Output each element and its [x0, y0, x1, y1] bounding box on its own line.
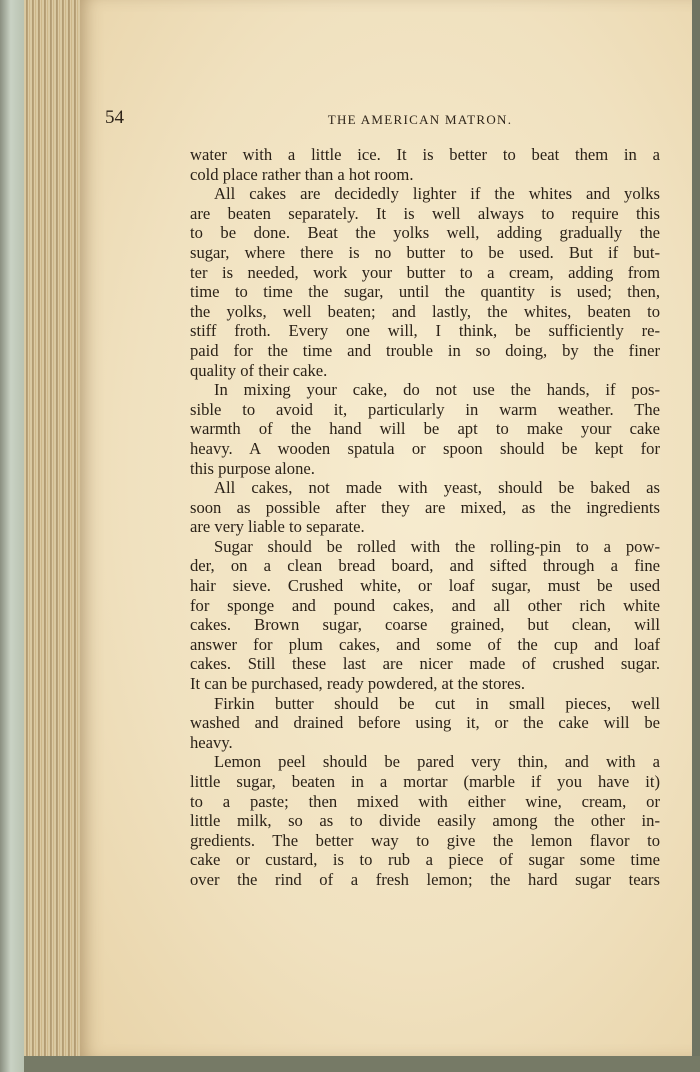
text-line: In mixing your cake, do not use the hands, if pos-: [214, 380, 660, 400]
text-line: paid for the time and trouble in so doing, by the finer: [190, 340, 660, 360]
text-line: are very liable to separate.: [190, 517, 365, 537]
text-line: over the rind of a fresh lemon; the hard sugar tears: [190, 869, 660, 889]
running-head: THE AMERICAN MATRON.: [327, 112, 513, 127]
text-line: sugar, where there is no butter to be used. But if but-: [190, 242, 660, 262]
text-line: little milk, so as to divide easily among the other in-: [190, 811, 660, 831]
text-line: the yolks, well beaten; and lastly, the whites, beaten to: [190, 301, 660, 321]
text-line: cold place rather than a hot room.: [190, 164, 414, 184]
text-line: answer for plum cakes, and some of the cup and loaf: [190, 634, 660, 654]
text-line: to be done. Beat the yolks well, adding gradually the: [190, 223, 660, 243]
text-line: little sugar, beaten in a mortar (marble if you have it): [190, 772, 660, 791]
page-number: 54: [105, 107, 124, 128]
text-line: Lemon peel should be pared very thin, and with a: [214, 752, 660, 772]
text-line: It can be purchased, ready powdered, at the stores.: [190, 674, 525, 694]
text-line: to a paste; then mixed with either wine, cream, or: [190, 791, 660, 811]
book-cover-edge: [0, 0, 24, 1072]
text-line: this purpose alone.: [190, 458, 315, 478]
text-line: stiff froth. Every one will, I think, be sufficiently re-: [190, 321, 660, 341]
text-line: quality of their cake.: [190, 360, 328, 380]
text-line: washed and drained before using it, or the cake will be: [190, 713, 660, 733]
text-line: heavy.: [190, 732, 233, 752]
text-line: time to time the sugar, until the quantity is used; then,: [190, 282, 660, 302]
text-line: All cakes, not made with yeast, should be baked as: [214, 478, 660, 498]
text-line: water with a little ice. It is better to beat them in a: [190, 145, 660, 164]
text-line: soon as possible after they are mixed, as the ingredients: [190, 497, 660, 517]
text-line: are beaten separately. It is well always to require this: [190, 203, 660, 223]
text-line: hair sieve. Crushed white, or loaf sugar, must be used: [190, 576, 660, 596]
text-line: ter is needed, work your butter to a cream, adding from: [190, 262, 660, 282]
page-header: [105, 107, 585, 131]
body-text: [190, 145, 660, 890]
text-line: cakes. Brown sugar, coarse grained, but clean, will: [190, 615, 660, 635]
text-line: cakes. Still these last are nicer made of crushed sugar.: [190, 654, 660, 674]
text-line: gredients. The better way to give the lemon flavor to: [190, 830, 660, 850]
text-line: heavy. A wooden spatula or spoon should be kept for: [190, 438, 660, 458]
text-line: All cakes are decidedly lighter if the whites and yolks: [214, 184, 660, 204]
text-line: Firkin butter should be cut in small pieces, well: [214, 693, 660, 713]
text-line: sible to avoid it, particularly in warm weather. The: [190, 399, 660, 419]
text-line: warmth of the hand will be apt to make your cake: [190, 419, 660, 439]
text-line: for sponge and pound cakes, and all other rich white: [190, 595, 660, 615]
text-line: der, on a clean bread board, and sifted through a fine: [190, 556, 660, 576]
book-cover-bottom: [24, 1056, 700, 1072]
text-line: Sugar should be rolled with the rolling-pin to a pow-: [214, 536, 660, 556]
text-line: cake or custard, is to rub a piece of sugar some time: [190, 850, 660, 870]
